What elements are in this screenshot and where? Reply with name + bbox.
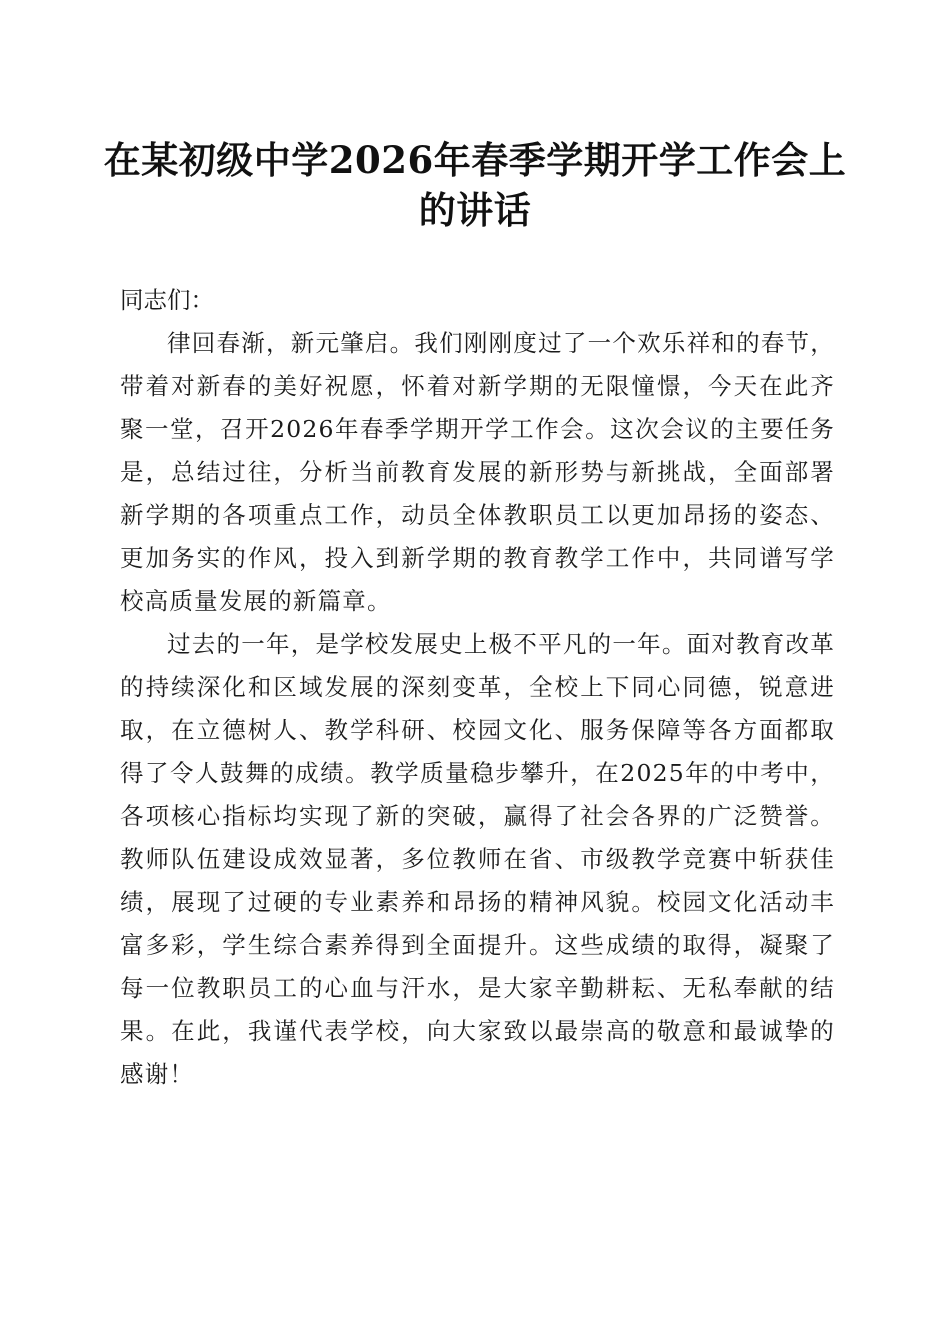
document-body (120, 322, 835, 1096)
document-title: 在某初级中学2026年春季学期开学工作会上的讲话 (103, 138, 847, 232)
salutation: 同志们： (120, 286, 214, 314)
paragraph-opening: 律回春渐，新元肇启。我们刚刚度过了一个欢乐祥和的春节，带着对新春的美好祝愿，怀着对新学期的无限憧憬，今天在此齐聚一堂，召开2026年春季学期开学工作会。这次会议的主要任务是，总结过往，分析当前教育发展的新形势与新挑战，全面部署新学期的各项重点工作，动员全体教职员工以更加昂扬的姿态、更加务实的作风，投入到新学期的教育教学工作中，共同谱写学校高质量发展的新篇章。 (120, 329, 835, 615)
paragraph-review: 过去的一年，是学校发展史上极不平凡的一年。面对教育改革的持续深化和区域发展的深刻变革，全校上下同心同德，锐意进取，在立德树人、教学科研、校园文化、服务保障等各方面都取得了令人鼓舞的成绩。教学质量稳步攀升，在2025年的中考中，各项核心指标均实现了新的突破，赢得了社会各界的广泛赞誉。教师队伍建设成效显著，多位教师在省、市级教学竞赛中斩获佳绩，展现了过硬的专业素养和昂扬的精神风貌。校园文化活动丰富多彩，学生综合素养得到全面提升。这些成绩的取得，凝聚了每一位教职员工的心血与汗水，是大家辛勤耕耘、无私奉献的结果。在此，我谨代表学校，向大家致以最崇高的敬意和最诚挚的感谢！ (120, 630, 835, 1088)
